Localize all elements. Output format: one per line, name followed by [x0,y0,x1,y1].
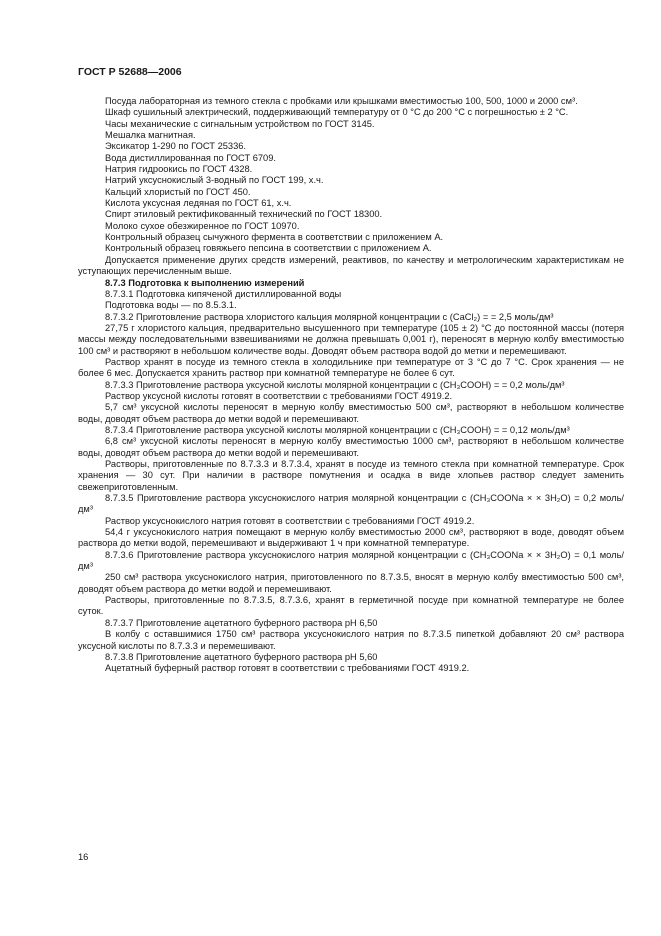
paragraph: Кислота уксусная ледяная по ГОСТ 61, х.ч. [105,198,292,209]
paragraph: Допускается применение других средств измерений, реактивов, по качеству и метрологическим характеристикам не уступающих перечисленным выше. [78,254,624,277]
paragraph: Раствор хранят в посуде из темного стекла в холодильнике при температуре от 3 °С до 7 °С. Срок хранения — не более 6 мес. Допускается хранить раствор при комнатной температуре не более 6 сут. [78,356,624,379]
subsection-heading: 8.7.3.3 Приготовление раствора уксусной кислоты молярной концентрации c (CH₃COOH) = = 0,2 моль/дм³ [105,379,565,390]
paragraph: Спирт этиловый ректификованный технический по ГОСТ 18300. [105,209,383,220]
paragraph: 54,4 г уксуснокислого натрия помещают в мерную колбу вместимостью 2000 см³, растворяют в воде, доводят объем раствора до метки водой, перемешивают и выдерживают 1 ч при комнатной температуре. [78,527,624,549]
paragraph: Раствор уксусной кислоты готовят в соответствии с требованиями ГОСТ 4919.2. [105,390,453,401]
paragraph: Натрий уксуснокислый 3-водный по ГОСТ 199, х.ч. [105,175,324,186]
paragraph: Посуда лабораторная из темного стекла с пробками или крышками вместимостью 100, 500, 1000 и 2000 см³. [105,96,578,106]
paragraph: В колбу с оставшимися 1750 см³ раствора уксуснокислого натрия по 8.7.3.5 пипеткой добавляют 20 см³ раствора уксусной кислоты по 8.7.3.3 и перемешивают. [78,629,624,651]
paragraph: Растворы, приготовленные по 8.7.3.5, 8.7.3.6, хранят в герметичной посуде при комнатной температуре не более суток. [78,595,624,617]
paragraph: Кальций хлористый по ГОСТ 450. [105,186,251,197]
paragraph: 250 см³ раствора уксуснокислого натрия, приготовленного по 8.7.3.5, вносят в мерную колбу вместимостью 500 см³, доводят объем раствора до метки водой и перемешивают. [78,572,624,594]
subsection-heading: 8.7.3.5 Приготовление раствора уксуснокислого натрия молярной концентрации c (CH₃COONa × × 3H₂O) = 0,2 моль/дм³ [78,493,624,515]
paragraph: Часы механические с сигнальным устройством по ГОСТ 3145. [105,118,375,129]
subsection-heading: 8.7.3.7 Приготовление ацетатного буферного раствора рН 6,50 [105,617,378,628]
paragraph: 27,75 г хлористого кальция, предварительно высушенного при температуре (105 ± 2) °С до постоянной массы (потеря массы между последовательными взвешиваниями не должна превышать 0,001 г), переносят в мерную колбу вместимостью 100 см³ и растворяют в небольшом количестве воды. Доводят объем раствора водой до метки и перемешивают. [78,322,624,356]
page-number: 16 [78,852,89,862]
subsection-heading: 8.7.3.6 Приготовление раствора уксуснокислого натрия молярной концентрации c (CH₃COONa × × 3H₂O) = 0,1 моль/дм³ [78,549,624,572]
document-body [78,96,624,675]
paragraph: Ацетатный буферный раствор готовят в соответствии с требованиями ГОСТ 4919.2. [105,663,470,674]
paragraph: 6,8 см³ уксусной кислоты переносят в мерную колбу вместимостью 1000 см³, растворяют в небольшом количестве воды, доводят объем раствора до метки водой и перемешивают. [78,436,624,458]
paragraph: Молоко сухое обезжиренное по ГОСТ 10970. [105,220,300,231]
paragraph: 5,7 см³ уксусной кислоты переносят в мерную колбу вместимостью 500 см³, растворяют в небольшом количестве воды, доводят объем раствора до метки водой и перемешивают. [78,402,624,424]
paragraph: Подготовка воды — по 8.5.3.1. [105,300,237,311]
paragraph: Контрольный образец говяжьего пепсина в соответствии с приложением А. [105,243,432,254]
paragraph: Эксикатор 1-290 по ГОСТ 25336. [105,141,247,152]
paragraph: Мешалка магнитная. [105,130,196,141]
document-header: ГОСТ Р 52688—2006 [78,66,182,78]
paragraph: Вода дистиллированная по ГОСТ 6709. [105,152,276,163]
subsection-heading: 8.7.3.1 Подготовка кипяченой дистиллированной воды [105,288,342,299]
subsection-heading: 8.7.3.8 Приготовление ацетатного буферного раствора рН 5,60 [105,651,378,662]
paragraph: Шкаф сушильный электрический, поддерживающий температуру от 0 °С до 200 °С с погрешностью ± 2 °С. [105,107,569,118]
section-heading: 8.7.3 Подготовка к выполнению измерений [105,277,305,288]
subsection-heading: 8.7.3.4 Приготовление раствора уксусной кислоты молярной концентрации c (CH₃COOH) = = 0,12 моль/дм³ [105,424,570,435]
paragraph: Раствор уксуснокислого натрия готовят в соответствии с требованиями ГОСТ 4919.2. [105,515,475,526]
paragraph: Контрольный образец сычужного фермента в соответствии с приложением А. [105,232,444,243]
subsection-heading: 8.7.3.2 Приготовление раствора хлористого кальция молярной концентрации c (CaCl₂) = = 2,5 моль/дм³ [105,311,554,322]
paragraph: Растворы, приготовленные по 8.7.3.3 и 8.7.3.4, хранят в посуде из темного стекла при комнатной температуре. Срок хранения — 30 сут. При наличии в растворе помутнения и осадка в виде хлопьев раствор следует заменить свежеприготовленным. [78,459,624,492]
paragraph: Натрия гидроокись по ГОСТ 4328. [105,164,253,175]
